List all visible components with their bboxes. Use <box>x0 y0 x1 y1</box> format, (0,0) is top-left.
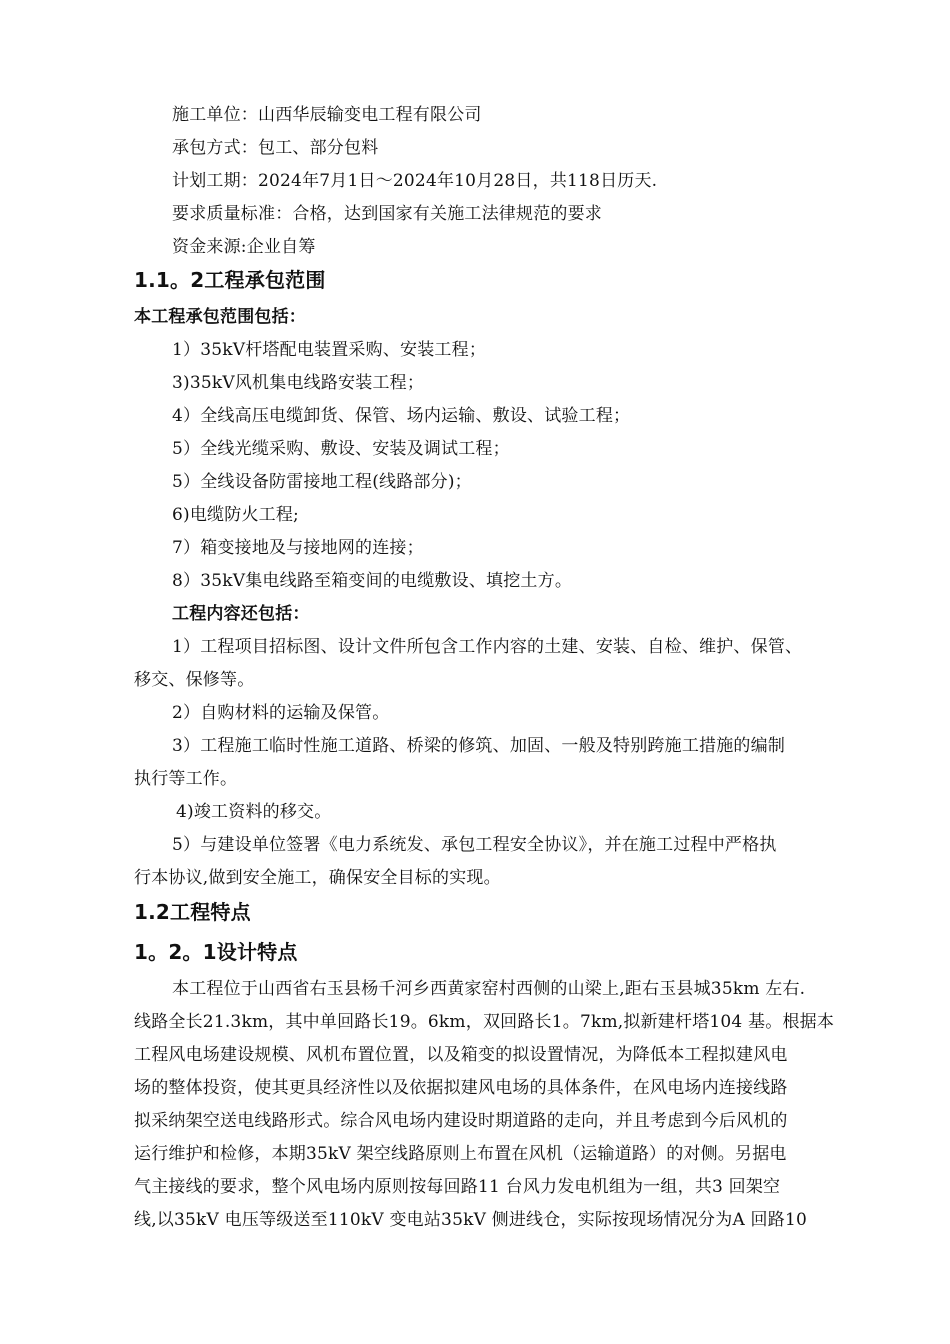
scope-item: 7）箱变接地及与接地网的连接； <box>172 538 424 558</box>
also-line: 2）自购材料的运输及保管。 <box>172 703 390 723</box>
also-line: 1）工程项目招标图、设计文件所包含工作内容的土建、安装、自检、维护、保管、 <box>172 637 803 657</box>
also-line: 4)竣工资料的移交。 <box>176 802 332 822</box>
funding-line: 资金来源:企业自筹 <box>172 237 316 257</box>
body-line: 线,以35kV 电压等级送至110kV 变电站35kV 侧进线仓，实际按现场情况分为A 回路10 <box>134 1210 807 1230</box>
also-line: 执行等工作。 <box>134 769 238 789</box>
body-line: 场的整体投资，使其更具经济性以及依据拟建风电场的具体条件，在风电场内连接线路 <box>134 1078 788 1098</box>
scope-item: 5）全线光缆采购、敷设、安装及调试工程； <box>172 439 510 459</box>
scope-item: 6)电缆防火工程; <box>172 505 299 525</box>
scope-item: 5）全线设备防雷接地工程(线路部分)； <box>172 472 472 492</box>
also-line: 移交、保修等。 <box>134 670 255 690</box>
scope-item: 8）35kV集电线路至箱变间的电缆敷设、填挖土方。 <box>172 571 573 591</box>
also-line: 5）与建设单位签署《电力系统发、承包工程安全协议》，并在施工过程中严格执 <box>172 835 777 855</box>
body-line: 工程风电场建设规模、风机布置位置，以及箱变的拟设置情况，为降低本工程拟建风电 <box>134 1045 788 1065</box>
also-line: 行本协议,做到安全施工，确保安全目标的实现。 <box>134 868 501 888</box>
body-line: 气主接线的要求，整个风电场内原则按每回路11 台风力发电机组为一组，共3 回架空 <box>134 1177 781 1197</box>
schedule-line: 计划工期：2024年7月1日～2024年10月28日，共118日历天. <box>172 171 658 191</box>
section-1-2-heading: 1.2工程特点 <box>134 900 251 924</box>
contractor-line: 施工单位：山西华辰输变电工程有限公司 <box>172 105 482 125</box>
body-line: 线路全长21.3km，其中单回路长19。6km，双回路长1。7km,拟新建杆塔104 基。根据本 <box>134 1012 835 1032</box>
also-line: 3）工程施工临时性施工道路、桥梁的修筑、加固、一般及特别跨施工措施的编制 <box>172 736 786 756</box>
quality-line: 要求质量标准：合格，达到国家有关施工法律规范的要求 <box>172 204 602 224</box>
section-1-1-2-heading: 1.1。2工程承包范围 <box>134 268 326 292</box>
contract-mode-line: 承包方式：包工、部分包料 <box>172 138 379 158</box>
scope-item: 3)35kV风机集电线路安装工程； <box>172 373 425 393</box>
scope-subheading: 本工程承包范围包括： <box>134 307 306 327</box>
scope-item: 4）全线高压电缆卸货、保管、场内运输、敷设、试验工程； <box>172 406 631 426</box>
body-line: 拟采纳架空送电线路形式。综合风电场内建设时期道路的走向，并且考虑到今后风机的 <box>134 1111 788 1131</box>
scope-item: 1）35kV杆塔配电装置采购、安装工程； <box>172 340 487 360</box>
body-line: 本工程位于山西省右玉县杨千河乡西黄家窑村西侧的山梁上,距右玉县城35km 左右. <box>172 979 806 999</box>
section-1-2-1-heading: 1。2。1设计特点 <box>134 940 298 964</box>
also-includes-heading: 工程内容还包括： <box>172 604 310 624</box>
body-line: 运行维护和检修，本期35kV 架空线路原则上布置在风机（运输道路）的对侧。另据电 <box>134 1144 787 1164</box>
